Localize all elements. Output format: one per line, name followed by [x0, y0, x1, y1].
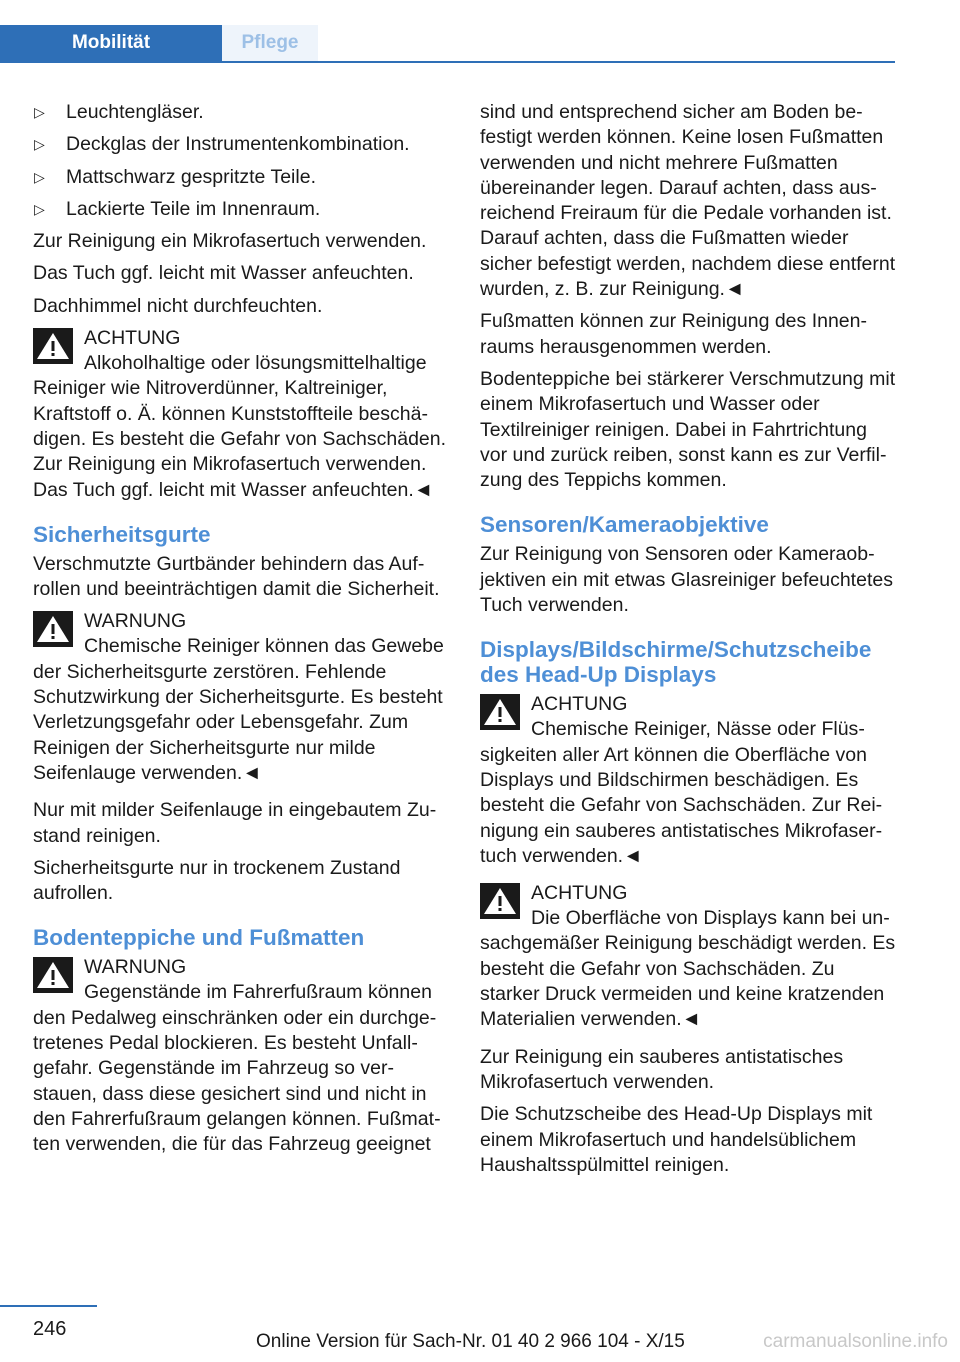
paragraph: Verschmutzte Gurtbänder behindern das Aufrollen und beeinträchtigen damit die Sicherheit.: [33, 552, 440, 601]
warning-triangle-icon: [33, 328, 73, 364]
caution-title: ACHTUNG: [531, 693, 628, 716]
section-heading-sensoren: Sensoren/Kameraobjektive: [480, 512, 769, 538]
paragraph: Sicherheitsgurte nur in trockenem Zustand aufrollen.: [33, 856, 401, 905]
warning-triangle-icon: [33, 611, 73, 647]
list-item: ▷ Deckglas der Instrumentenkombination.: [33, 132, 449, 157]
warning-triangle-icon: [33, 957, 73, 993]
caution-title: ACHTUNG: [84, 327, 181, 350]
triangle-bullet-icon: ▷: [34, 104, 45, 120]
paragraph: Das Tuch ggf. leicht mit Wasser anfeuchten.: [33, 262, 414, 285]
caution-text: Chemische Reiniger, Nässe oder Flüssigkeiten aller Art können die Oberfläche von Displays und Bildschirmen beschädigen. Es besteht die Gefahr von Sachschäden. Zur Reinigung ein sauberes antistatisches Mikrofasertuch verwenden.◄: [480, 718, 883, 867]
footer-rule: [0, 1305, 97, 1307]
paragraph: Die Schutzscheibe des Head-Up Displays mit einem Mikrofasertuch und handelsüblichem Haushaltsspülmittel reinigen.: [480, 1103, 873, 1176]
triangle-bullet-icon: ▷: [34, 200, 45, 217]
warning-box: [33, 609, 449, 786]
warning-box: [33, 955, 449, 1157]
warning-text: Chemische Reiniger können das Gewebe der Sicherheitsgurte zerstören. Fehlende Schutzwirkung der Sicherheitsgurte. Es besteht Verletzungsgefahr oder Lebensgefahr. Zum Reinigen der Sicherheitsgurte nur milde Seifenlauge verwenden.◄: [33, 635, 444, 784]
paragraph: Bodenteppiche bei stärkerer Verschmutzung mit einem Mikrofasertuch und Wasser oder Textilreiniger reinigen. Dabei in Fahrtrichtung vor und zurück reiben, sonst kann es zur Verfilzung des Teppichs kommen.: [480, 367, 896, 492]
warning-title: WARNUNG: [84, 610, 187, 633]
section-heading-gurte: Sicherheitsgurte: [33, 521, 211, 547]
warning-title: WARNUNG: [84, 956, 187, 979]
triangle-bullet-icon: ▷: [34, 168, 45, 185]
warning-triangle-icon: [480, 883, 520, 919]
paragraph: Zur Reinigung ein sauberes antistatisches Mikrofasertuch verwenden.: [480, 1045, 844, 1093]
section-heading-displays: Displays/Bildschirme/Schutzscheibe des Head-Up Displays: [480, 637, 872, 688]
bullet-list: [33, 100, 449, 222]
paragraph: Nur mit milder Seifenlauge in eingebautem Zustand reinigen.: [33, 799, 437, 847]
warning-text: Gegenstände im Fahrerfußraum können den Pedalweg einschränken oder ein durchgetretenes Pedal blockieren. Es besteht Unfallgefahr. Gegenstände im Fahrzeug so verstauen, dass diese gesichert sind und nicht in den Fahrerfußraum gelangen können. Fußmatten verwenden, die für das Fahrzeug geeignet: [33, 981, 441, 1156]
caution-text: Alkoholhaltige oder lösungsmittelhaltige Reiniger wie Nitroverdünner, Kaltreiniger, Kraftstoff o. Ä. können Kunststoffteile beschädigen. Es besteht die Gefahr von Sachschäden. Zur Reinigung ein Mikrofasertuch verwenden. Das Tuch ggf. leicht mit Wasser anfeuchten.◄: [33, 352, 447, 501]
caution-title: ACHTUNG: [531, 882, 628, 905]
caution-text: Die Oberfläche von Displays kann bei unsachgemäßer Reinigung beschädigt werden. Es besteht die Gefahr von Sachschäden. Zu starker Druck vermeiden und keine kratzenden Materialien verwenden.◄: [480, 907, 896, 1031]
tab-pflege[interactable]: Pflege: [222, 25, 318, 61]
caution-box: [480, 692, 896, 869]
list-item: ▷ Mattschwarz gespritzte Teile.: [33, 165, 449, 190]
section-heading-boden: Bodenteppiche und Fußmatten: [33, 925, 365, 951]
tab-mobilitaet[interactable]: Mobilität: [0, 25, 222, 61]
paragraph: Dachhimmel nicht durchfeuchten.: [33, 294, 323, 317]
paragraph: Fußmatten können zur Reinigung des Innenraums herausgenommen werden.: [480, 310, 867, 358]
paragraph: Zur Reinigung ein Mikrofasertuch verwenden.: [33, 230, 427, 253]
triangle-bullet-icon: ▷: [34, 136, 45, 153]
page-number: 246: [33, 1318, 67, 1340]
paragraph: sind und entsprechend sicher am Boden befestigt werden können. Keine losen Fußmatten verwenden und nicht mehrere Fußmatten übereinander legen. Darauf achten, dass ausreichend Freiraum für die Pedale vorhanden ist. Darauf achten, dass die Fußmatten wieder sicher befestigt werden, nachdem diese entfernt wurden, z. B. zur Reinigung.◄: [480, 101, 896, 301]
footer-text: Online Version für Sach-Nr. 01 40 2 966 104 - X/15: [256, 1331, 685, 1352]
watermark: carmanualsonline.info: [763, 1331, 948, 1352]
caution-box: [480, 881, 896, 1032]
caution-box: [33, 326, 449, 503]
paragraph: Zur Reinigung von Sensoren oder Kameraobjektiven ein mit etwas Glasreiniger befeuchtetes Tuch verwenden.: [480, 543, 893, 617]
list-item: ▷ Lackierte Teile im Innenraum.: [33, 197, 449, 222]
section-tabs: [0, 25, 895, 63]
list-item: ▷ Leuchtengläser.: [33, 100, 449, 125]
left-column: [33, 100, 449, 1170]
right-column: [480, 100, 896, 1185]
warning-triangle-icon: [480, 694, 520, 730]
